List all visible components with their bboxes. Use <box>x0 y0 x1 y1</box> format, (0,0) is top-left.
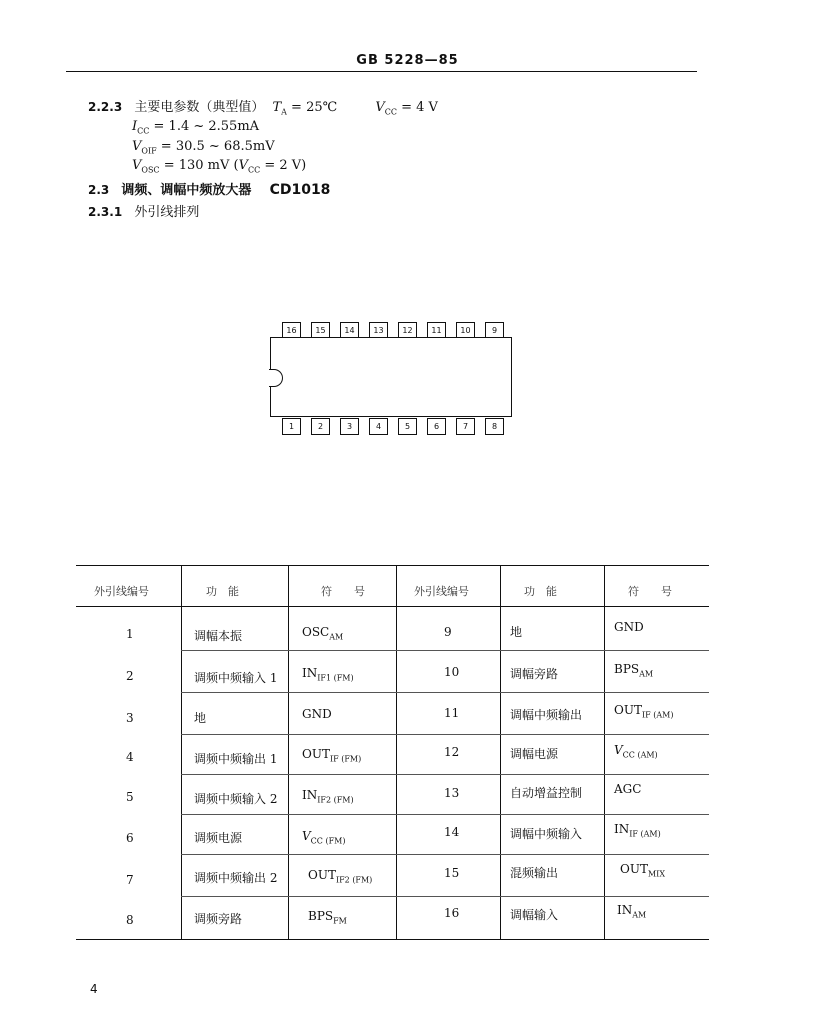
param-subscript-2: CC <box>247 165 261 175</box>
function-cell: 调幅电源 <box>510 747 559 761</box>
chip-notch <box>269 369 283 387</box>
function-cell: 调幅中频输入 <box>510 827 583 841</box>
symbol-cell <box>620 862 665 878</box>
function-cell: 调幅旁路 <box>510 667 559 681</box>
row-divider <box>181 854 709 855</box>
symbol-text: OUT <box>302 747 330 761</box>
param-value: = 30.5 ~ 68.5mV <box>156 139 275 154</box>
pin-number-cell: 9 <box>444 625 452 639</box>
pin-number-cell: 6 <box>126 831 134 845</box>
symbol-subscript: CC (FM) <box>310 836 346 846</box>
header-function: 功 能 <box>206 585 239 598</box>
function-cell: 调频中频输出 1 <box>194 752 278 766</box>
table-top-rule <box>76 565 709 566</box>
pin-number-cell: 15 <box>444 866 460 880</box>
function-cell: 调频旁路 <box>194 912 243 926</box>
function-cell: 调幅输入 <box>510 908 559 922</box>
pin-5: 5 <box>398 418 417 435</box>
symbol-text: V <box>302 829 311 843</box>
symbol-subscript: IF (FM) <box>329 754 362 764</box>
pin-13: 13 <box>369 322 388 339</box>
symbol-text: V <box>614 743 623 757</box>
symbol-subscript: FM <box>333 916 347 926</box>
param-subscript: OSC <box>141 165 160 175</box>
part-number: CD1018 <box>269 182 331 198</box>
section-2-3-1-heading <box>88 201 199 220</box>
pin-7: 7 <box>456 418 475 435</box>
symbol-cell <box>614 620 644 636</box>
param-voif <box>132 139 275 156</box>
symbol-text: OSC <box>302 625 330 639</box>
row-divider <box>181 814 709 815</box>
symbol-subscript: MIX <box>647 869 666 879</box>
pin-8: 8 <box>485 418 504 435</box>
symbol-subscript: AM <box>329 632 344 642</box>
pin-number-cell: 1 <box>126 627 134 641</box>
function-cell: 调幅中频输出 <box>510 708 583 722</box>
pin-6: 6 <box>427 418 446 435</box>
pin-14: 14 <box>340 322 359 339</box>
section-number: 2.3.1 <box>88 205 123 219</box>
param-vosc <box>132 158 306 175</box>
pin-number-cell: 7 <box>126 873 134 887</box>
header-rule <box>66 71 697 72</box>
symbol-text: OUT <box>308 868 336 882</box>
function-cell: 地 <box>510 625 523 639</box>
pin-12: 12 <box>398 322 417 339</box>
symbol-subscript: CC (AM) <box>622 750 658 760</box>
pin-number-cell: 4 <box>126 750 134 764</box>
vcc-subscript: CC <box>384 107 397 117</box>
section-title: 主要电参数（典型值） <box>134 100 265 115</box>
pin-number-cell: 13 <box>444 786 460 800</box>
symbol-cell <box>302 788 354 804</box>
function-cell: 调幅本振 <box>194 629 243 643</box>
pin-number-cell: 5 <box>126 790 134 804</box>
pin-number-cell: 14 <box>444 825 460 839</box>
symbol-text: OUT <box>620 862 648 876</box>
header-symbol: 符 号 <box>321 585 365 598</box>
pin-3: 3 <box>340 418 359 435</box>
column-divider <box>396 566 397 939</box>
pin-10: 10 <box>456 322 475 339</box>
pin-11: 11 <box>427 322 446 339</box>
pin-2: 2 <box>311 418 330 435</box>
ta-symbol: T <box>272 100 282 115</box>
pin-number-cell: 11 <box>444 706 460 720</box>
symbol-text: IN <box>302 666 318 680</box>
symbol-subscript: IF (AM) <box>641 710 674 720</box>
row-divider <box>181 734 709 735</box>
param-value: = 1.4 ~ 2.55mA <box>149 119 260 134</box>
pin-number-cell: 2 <box>126 669 134 683</box>
function-cell: 地 <box>194 711 207 725</box>
column-divider <box>181 566 182 939</box>
table-header-rule <box>76 606 709 607</box>
symbol-cell <box>302 829 345 845</box>
table-bottom-rule <box>76 939 709 940</box>
header-function: 功 能 <box>524 585 557 598</box>
section-2-3-heading <box>88 179 330 198</box>
ta-value: = 25℃ <box>286 100 338 115</box>
symbol-cell <box>308 868 372 884</box>
symbol-cell <box>614 703 673 719</box>
chip-body <box>270 337 512 417</box>
pin-number-cell: 8 <box>126 913 134 927</box>
function-cell: 自动增益控制 <box>510 786 583 800</box>
pin-1: 1 <box>282 418 301 435</box>
symbol-subscript: IF2 (FM) <box>335 875 373 885</box>
symbol-cell <box>308 909 347 925</box>
symbol-text: IN <box>302 788 318 802</box>
pin-16: 16 <box>282 322 301 339</box>
vcc-value: = 4 V <box>396 100 438 115</box>
vcc-symbol: V <box>375 100 385 115</box>
column-divider <box>500 566 501 939</box>
pin-4: 4 <box>369 418 388 435</box>
row-divider <box>181 692 709 693</box>
param-value: = 130 mV ( <box>159 158 239 173</box>
row-divider <box>181 896 709 897</box>
symbol-subscript: IF (AM) <box>629 829 661 839</box>
symbol-cell <box>302 666 354 682</box>
symbol-cell <box>614 822 661 838</box>
header-pin-number: 外引线编号 <box>414 585 469 598</box>
symbol-subscript: IF1 (FM) <box>317 673 354 683</box>
section-title: 外引线排列 <box>134 205 200 220</box>
symbol-subscript: IF2 (FM) <box>317 795 354 805</box>
symbol-cell <box>614 743 658 759</box>
symbol-subscript: AM <box>632 910 647 920</box>
symbol-text: AGC <box>614 782 642 796</box>
pin-9: 9 <box>485 322 504 339</box>
param-symbol: V <box>132 139 142 154</box>
row-divider <box>181 650 709 651</box>
header-symbol: 符 号 <box>628 585 672 598</box>
row-divider <box>181 774 709 775</box>
section-number: 2.3 <box>88 183 110 197</box>
header-pin-number: 外引线编号 <box>94 585 149 598</box>
symbol-cell <box>302 747 361 763</box>
param-symbol: V <box>132 158 142 173</box>
symbol-text: GND <box>614 620 644 634</box>
column-divider <box>604 566 605 939</box>
column-divider <box>288 566 289 939</box>
section-2-2-3-heading <box>88 96 438 117</box>
section-title: 调频、调幅中频放大器 <box>121 183 252 198</box>
ta-subscript: A <box>281 107 287 117</box>
function-cell: 混频输出 <box>510 866 559 880</box>
function-cell: 调频中频输入 2 <box>194 792 278 806</box>
param-symbol: I <box>132 119 138 134</box>
pin-number-cell: 16 <box>444 906 460 920</box>
symbol-text: BPS <box>614 662 640 676</box>
pin-number-cell: 10 <box>444 665 460 679</box>
symbol-text: BPS <box>308 909 334 923</box>
section-number: 2.2.3 <box>88 100 123 114</box>
symbol-text: IN <box>617 903 633 917</box>
page-number: 4 <box>90 982 98 996</box>
symbol-cell <box>614 662 653 678</box>
param-subscript: OIF <box>141 146 157 156</box>
symbol-cell <box>617 903 646 919</box>
param-value-2: = 2 V) <box>260 158 307 173</box>
function-cell: 调频中频输入 1 <box>194 671 278 685</box>
symbol-text: IN <box>614 822 630 836</box>
page-header <box>0 53 815 68</box>
symbol-cell <box>614 782 641 798</box>
standard-code: GB 5228—85 <box>356 53 459 68</box>
pin-15: 15 <box>311 322 330 339</box>
param-subscript: CC <box>137 126 150 136</box>
symbol-text: OUT <box>614 703 642 717</box>
symbol-cell <box>302 707 332 723</box>
pin-number-cell: 12 <box>444 745 460 759</box>
param-icc <box>132 119 259 136</box>
pin-number-cell: 3 <box>126 711 134 725</box>
symbol-text: GND <box>302 707 332 721</box>
function-cell: 调频中频输出 2 <box>194 871 278 885</box>
function-cell: 调频电源 <box>194 831 243 845</box>
symbol-cell <box>302 625 343 641</box>
param-symbol-2: V <box>238 158 248 173</box>
symbol-subscript: AM <box>639 669 654 679</box>
